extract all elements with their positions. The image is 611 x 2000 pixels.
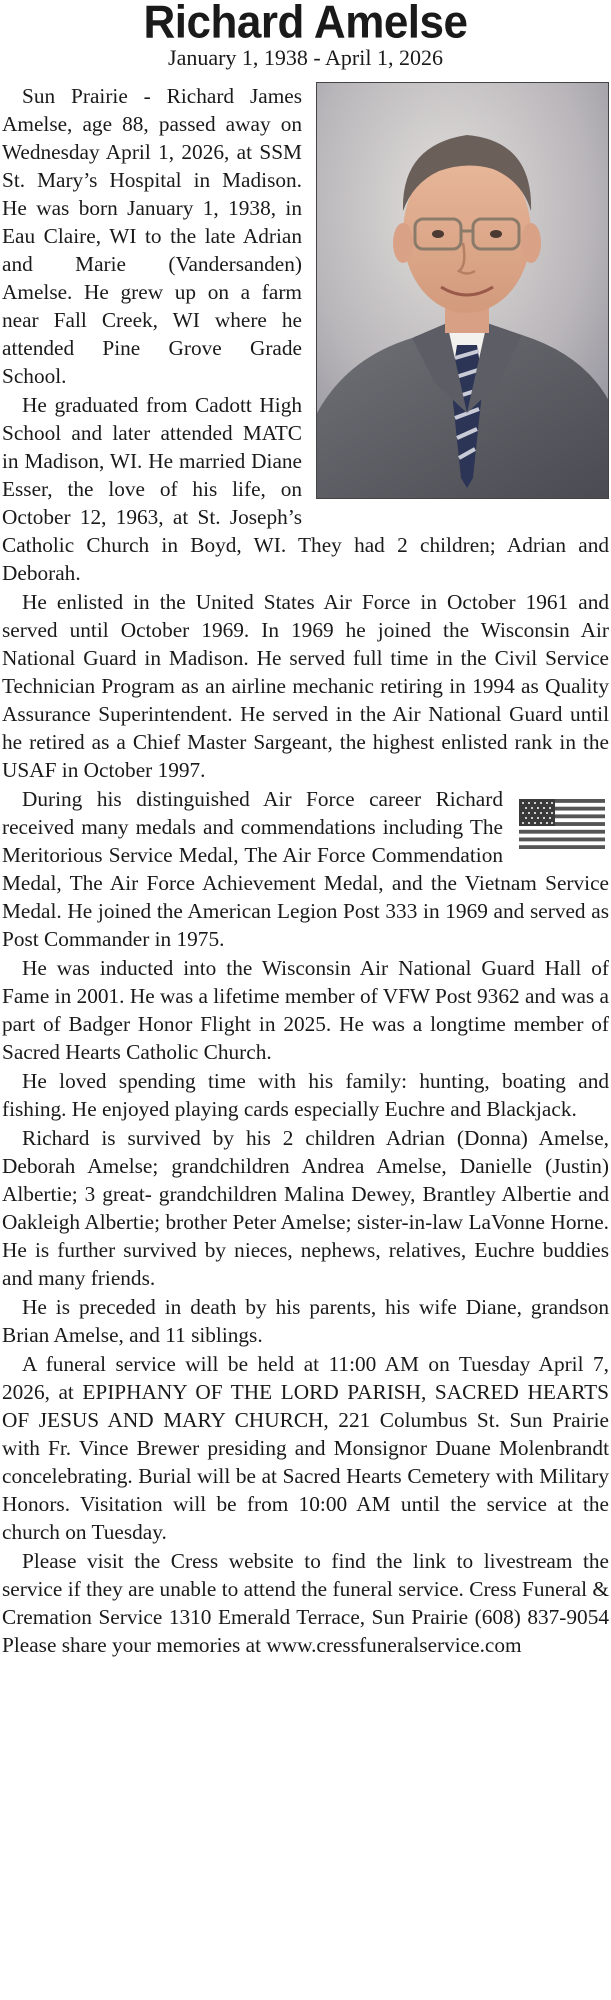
us-flag-icon (519, 799, 605, 849)
paragraph: A funeral service will be held at 11:00 AM on Tuesday April 7, 2026, at EPIPHANY OF THE LORD PARISH, SACRED HEARTS OF JESUS AND MARY CHURCH, 221 Columbus St. Sun Prairie with Fr. Vince Brewer presiding and Monsignor Duane Molenbrandt concelebrating. Burial will be at Sacred Hearts Cemetery with Military Honors. Visitation will be from 10:00 AM until the service at the church on Tuesday. (2, 1352, 609, 1544)
paragraph: During his distinguished Air Force career Richard received many medals and commendations including The Meritorious Service Medal, The Air Force Commendation Medal, The Air Force Achievement Medal, and the Vietnam Service Medal. He joined the American Legion Post 333 in 1969 and served as Post Commander in 1975. (2, 787, 609, 951)
paragraph: He was inducted into the Wisconsin Air National Guard Hall of Fame in 2001. He was a lifetime member of VFW Post 9362 and was a part of Badger Honor Flight in 2025. He was a longtime member of Sacred Hearts Catholic Church. (2, 956, 609, 1064)
paragraph: Richard is survived by his 2 children Adrian (Donna) Amelse, Deborah Amelse; grandchildren Andrea Amelse, Danielle (Justin) Albertie; 3 great- grandchildren Malina Dewey, Brantley Albertie and Oakleigh Albertie; brother Peter Amelse; sister-in-law LaVonne Horne. He is further survived by nieces, nephews, relatives, Euchre buddies and many friends. (2, 1126, 609, 1290)
paragraph: He loved spending time with his family: hunting, boating and fishing. He enjoyed playing cards especially Euchre and Blackjack. (2, 1069, 609, 1121)
paragraph: Sun Prairie - Richard James Amelse, age 88, passed away on Wednesday April 1, 2026, at SSM St. Mary’s Hospital in Madison. He was born January 1, 1938, in Eau Claire, WI to the late Adrian and Marie (Vandersanden) Amelse. He grew up on a farm near Fall Creek, WI where he attended Pine Grove Grade School. (2, 84, 302, 388)
obituary-body (0, 82, 611, 1659)
obituary-name: Richard Amelse (143, 0, 468, 49)
paragraph: He graduated from Cadott High School and later attended MATC in Madison, WI. He married Diane Esser, the love of his life, on October 12, 1963, at St. Joseph’s Catholic Church in Boyd, WI. They had 2 children; Adrian and Deborah. (2, 393, 609, 585)
paragraph: He is preceded in death by his parents, his wife Diane, grandson Brian Amelse, and 11 siblings. (2, 1295, 609, 1347)
paragraph: He enlisted in the United States Air Force in October 1961 and served until October 1969. In 1969 he joined the Wisconsin Air National Guard in Madison. He served full time in the Civil Service Technician Program as an airline mechanic retiring in 1994 as Quality Assurance Superintendent. He served in the Air National Guard until he retired as a Chief Master Sargeant, the highest enlisted rank in the USAF in October 1997. (2, 590, 609, 782)
portrait-photo (316, 82, 609, 499)
life-dates: January 1, 1938 - April 1, 2026 (168, 45, 443, 70)
paragraph: Please visit the Cress website to find the link to livestream the service if they are unable to attend the funeral service. Cress Funeral & Cremation Service 1310 Emerald Terrace, Sun Prairie (608) 837-9054 Please share your memories at www.cressfuneralservice.com (2, 1549, 609, 1657)
